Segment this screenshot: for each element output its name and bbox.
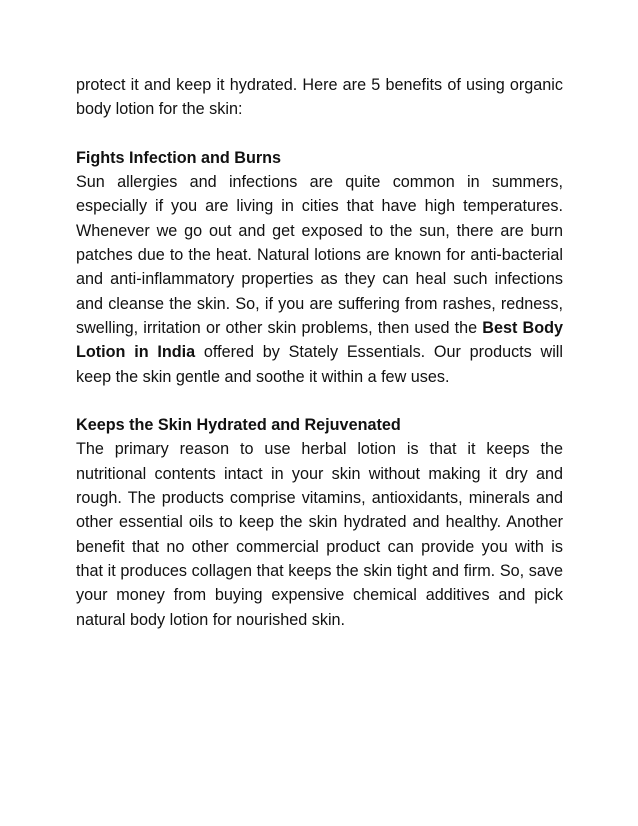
body-text: offered by Stately Essentials. Our products will keep the skin gentle and soothe it within a few uses. [76, 343, 564, 386]
section-heading: Fights Infection and Burns [76, 148, 282, 167]
section-fights-infection [76, 146, 563, 389]
section-body [76, 170, 563, 389]
intro-paragraph: protect it and keep it hydrated. Here are 5 benefits of using organic body lotion for the skin: [76, 76, 563, 119]
body-text: Sun allergies and infections are quite common in summers, especially if you are living in cities that have high temperatures. Whenever we go out and get exposed to the sun, there are burn patches due to the heat. Natural lotions are known for anti-bacterial and anti-inflammatory properties as they can heal such infections and cleanse the skin. So, if you are suffering from rashes, redness, swelling, irritation or other skin problems, then used the [76, 173, 563, 337]
section-body: The primary reason to use herbal lotion is that it keeps the nutritional contents intact in your skin without making it dry and rough. The products comprise vitamins, antioxidants, minerals and other essential oils to keep the skin hydrated and healthy. Another benefit that no other commercial product can provide you with is that it produces collagen that keeps the skin tight and firm. So, save your money from buying expensive chemical additives and pick natural body lotion for nourished skin. [76, 440, 563, 629]
section-hydrated-rejuvenated [76, 413, 563, 632]
section-heading: Keeps the Skin Hydrated and Rejuvenated [76, 416, 401, 435]
product-link-text: Best Body Lotion in India [76, 318, 563, 362]
document-page [76, 73, 563, 632]
